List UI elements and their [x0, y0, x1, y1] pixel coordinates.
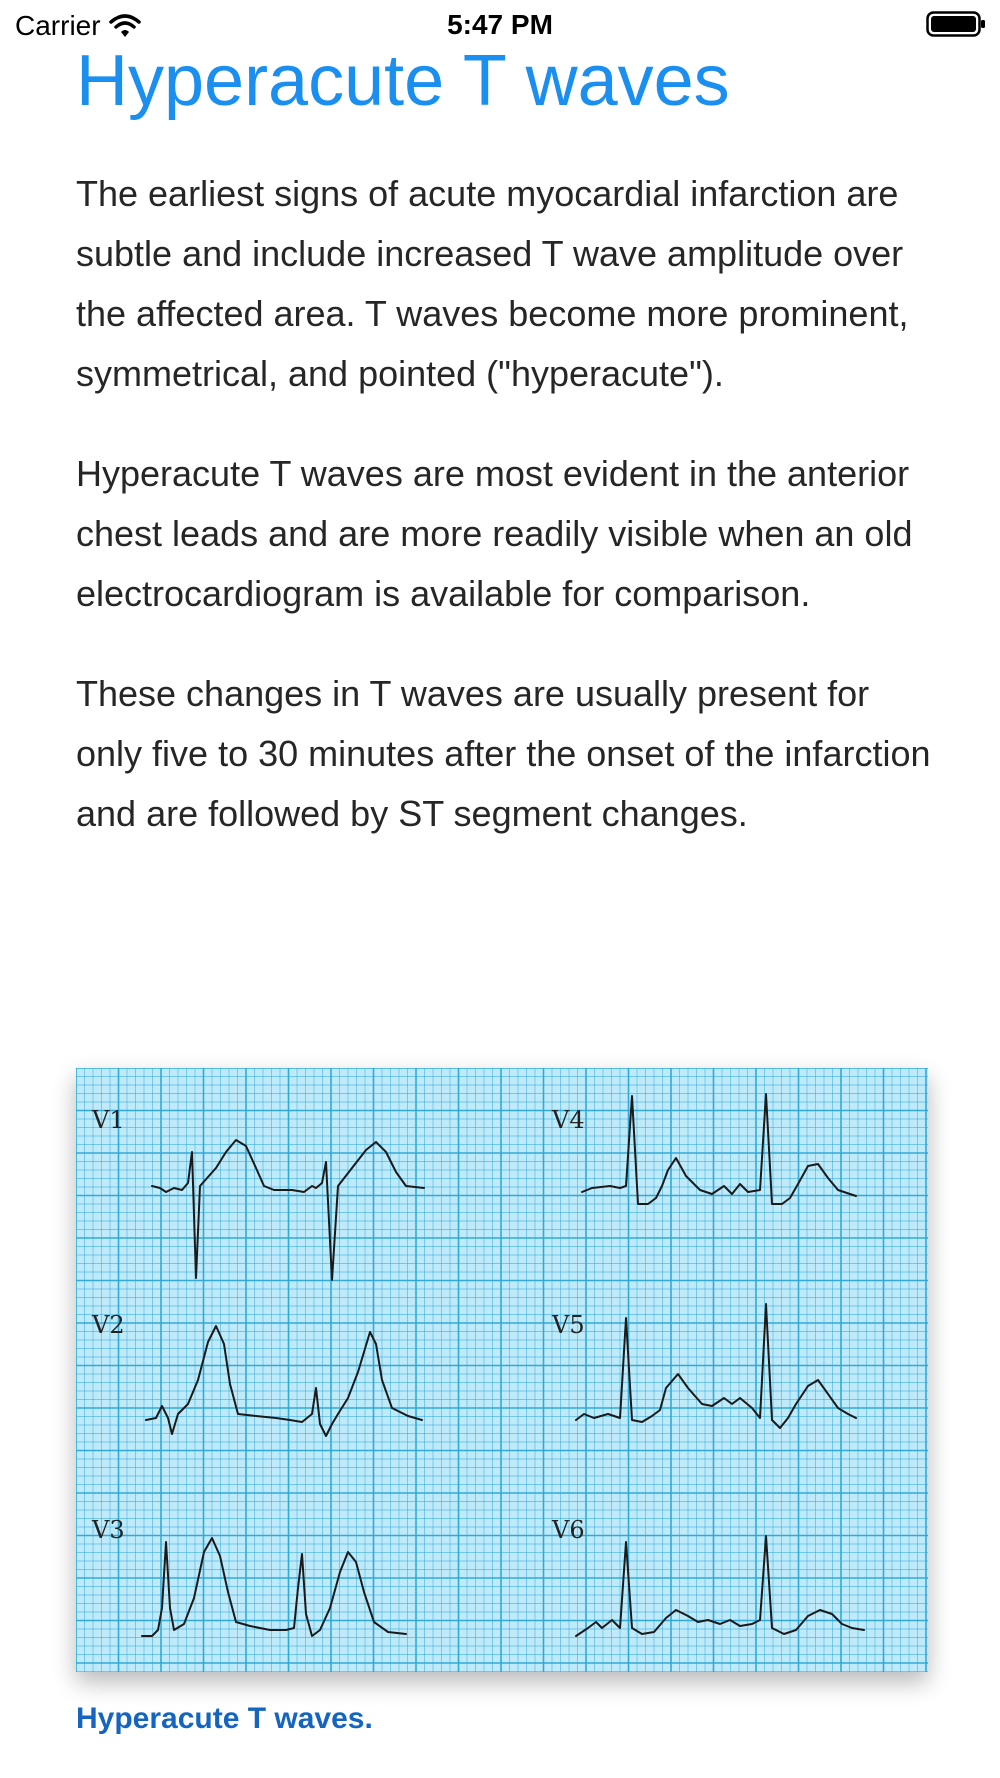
battery-full-icon	[926, 10, 986, 38]
lead-label-v6: V6	[552, 1516, 585, 1544]
figure-caption: Hyperacute T waves.	[76, 1702, 373, 1735]
ecg-trace-v2	[146, 1326, 422, 1436]
paragraph-1: The earliest signs of acute myocardial infarction are subtle and include increased T wave amplitude over the affected area. T waves become more prominent, symmetrical, and pointed ("hyperacute").	[76, 173, 909, 394]
article	[76, 40, 936, 844]
carrier-label: Carrier	[15, 10, 101, 41]
status-time: 5:47 PM	[447, 9, 553, 40]
paragraph-3: These changes in T waves are usually present for only five to 30 minutes after the onset of the infarction and are followed by ST segment changes.	[76, 673, 931, 834]
paragraph-2: Hyperacute T waves are most evident in the anterior chest leads and are more readily visible when an old electrocardiogram is available for comparison.	[76, 453, 913, 614]
ecg-figure	[76, 1068, 928, 1672]
lead-label-v4: V4	[552, 1106, 585, 1134]
lead-label-v2: V2	[92, 1311, 125, 1339]
page-title: Hyperacute T waves	[76, 41, 730, 121]
lead-label-v1: V1	[92, 1106, 125, 1134]
ecg-image	[76, 1068, 928, 1672]
lead-label-v3: V3	[92, 1516, 125, 1544]
lead-label-v5: V5	[552, 1311, 585, 1339]
